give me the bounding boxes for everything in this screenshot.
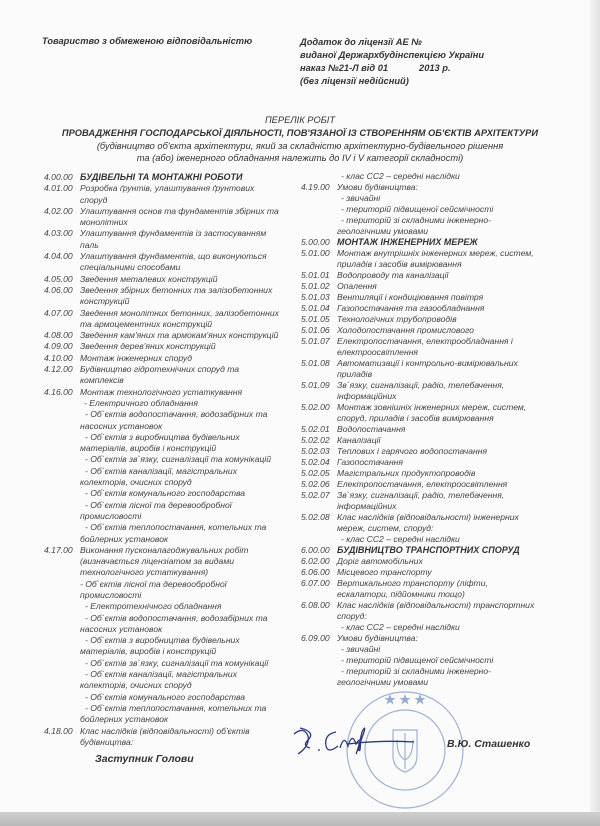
work-description: Зведення кам'яних та армокам'яних конструкцій	[80, 330, 279, 341]
work-item	[44, 172, 294, 183]
work-code: 5.01.08	[301, 358, 330, 368]
work-description: - Електротехнічного обладнання	[85, 601, 222, 612]
work-description: геологічними умовами	[337, 677, 429, 687]
work-item-line	[301, 534, 589, 545]
work-description: насосних установок	[80, 420, 163, 431]
work-item-line	[44, 443, 294, 454]
company-name: Товариство з обмеженою відповідальністю	[42, 36, 253, 46]
work-description: МОНТАЖ ІНЖЕНЕРНИХ МЕРЕЖ	[337, 237, 478, 247]
work-code: 6.06.00	[301, 567, 330, 577]
work-item-line	[44, 692, 294, 703]
work-code: 4.08.00	[44, 330, 73, 341]
work-item	[44, 183, 294, 194]
work-description: - Об`єктів водопостачання, водозабірних та	[85, 612, 268, 623]
work-item-line	[44, 646, 294, 657]
work-description: та армоцементних конструкцій	[80, 318, 213, 329]
work-item-line	[301, 226, 589, 237]
work-item	[301, 314, 589, 325]
work-code: 4.03.00	[44, 228, 73, 239]
work-code: 5.01.09	[301, 380, 330, 390]
work-code: 4.18.00	[44, 725, 73, 736]
work-description: Умови будівництва:	[337, 633, 418, 643]
work-description: Теплових і гарячого водопостачання	[337, 446, 488, 456]
work-item	[44, 251, 294, 262]
work-item-line	[44, 262, 294, 273]
work-item	[301, 237, 589, 248]
work-description: споруд	[80, 194, 108, 205]
work-description: Магістральних продуктопроводів	[337, 468, 476, 478]
work-item-line	[44, 624, 294, 635]
work-description: - звичайні	[341, 193, 381, 203]
work-item	[301, 490, 589, 501]
work-item-line	[44, 613, 294, 624]
work-item	[301, 435, 589, 446]
work-code: 6.02.00	[301, 556, 330, 566]
work-description: приладів	[337, 369, 373, 379]
work-description: монолітних	[80, 217, 128, 228]
work-item-line	[44, 454, 294, 465]
work-description: будівництва:	[80, 736, 134, 747]
work-item	[301, 292, 589, 303]
work-code: 4.17.00	[44, 544, 73, 555]
work-description: - звичайні	[341, 644, 381, 654]
work-description: Газопостачання та газообладнання	[337, 303, 485, 313]
work-code: 4.16.00	[44, 386, 73, 397]
work-item-line	[301, 677, 589, 688]
work-description: - Об`єктів з виробництва будівельних	[85, 635, 240, 646]
work-item-line	[44, 375, 294, 386]
work-code: 5.02.02	[301, 435, 330, 445]
work-description: матеріалів, виробів і конструкцій	[80, 443, 217, 454]
work-item-line	[301, 666, 589, 677]
work-description: - територій підвищеної сейсмічності	[341, 655, 494, 665]
work-description: - Електричного обладнання	[84, 397, 199, 408]
work-description: - Об`єктів лісної та деревообробної	[85, 499, 232, 510]
annex-line: наказ №21-Л від 01 2013 р.	[300, 63, 451, 73]
work-item	[301, 479, 589, 490]
work-description: Зведення дерев'яних конструкцій	[80, 341, 216, 352]
work-item-line	[301, 655, 589, 666]
work-code: 5.01.04	[301, 303, 330, 313]
work-item-line	[44, 432, 294, 443]
work-item-line	[44, 567, 294, 578]
stamp-stars	[385, 694, 426, 705]
work-item	[301, 578, 589, 589]
work-description: Монтаж технологічного устаткування	[80, 386, 243, 397]
work-code: 4.09.00	[44, 341, 73, 352]
work-description: Водопроводу та каналізації	[337, 270, 449, 280]
work-code: 5.01.02	[301, 281, 330, 291]
work-description: Місцевого транспорту	[337, 567, 432, 577]
work-description: Каналізації	[337, 435, 381, 445]
work-item-line	[301, 413, 589, 424]
work-item	[44, 726, 294, 737]
title-line: та (або) іженерного обладнання належить до IV і V категорії складності)	[136, 153, 464, 164]
work-item	[301, 567, 589, 578]
work-item	[301, 446, 589, 457]
work-description: Холодопостачання промислового	[337, 325, 474, 335]
work-item-line	[44, 240, 294, 251]
work-item-line	[301, 193, 589, 204]
work-description: - територій зі складними інженерно-	[341, 215, 492, 225]
work-description: ескалатори, підйомники тощо)	[337, 589, 465, 599]
work-code: 5.01.05	[301, 314, 330, 324]
work-description: - клас СС2 – середні наслідки	[341, 171, 460, 181]
document-title	[0, 114, 600, 165]
work-description: Зв`язку, сигналізації, радіо, телебачення,	[337, 380, 505, 390]
work-description: Зведення монолітних бетонних, залізобетонних	[80, 307, 279, 318]
work-description: - Об`єктів зв`язку, сигналізації та комунікації	[85, 657, 269, 668]
work-description: Зведення збірних бетонних та залізобетонних	[80, 284, 273, 295]
work-item	[301, 336, 589, 347]
work-item-line	[301, 171, 589, 182]
work-item	[44, 387, 294, 398]
work-item	[301, 600, 589, 611]
work-item-line	[44, 590, 294, 601]
work-code: 5.02.00	[301, 402, 330, 412]
work-item-line	[44, 556, 294, 567]
work-description: Улаштування основ та фундаментів збірних та	[80, 205, 279, 216]
work-description: Автоматизації і контрольно-вимірювальних	[337, 358, 518, 368]
work-item-line	[44, 534, 294, 545]
work-code: 4.02.00	[44, 205, 73, 216]
work-description: геологічними умовами	[337, 226, 429, 236]
work-description: (визначається ліцензіатом за видами	[80, 556, 235, 567]
work-description: споруд, приладів і засобів вимірювання	[337, 413, 494, 423]
work-item-line	[44, 522, 294, 533]
work-item	[301, 512, 589, 523]
work-description: бойлерних установок	[80, 533, 169, 544]
work-item	[301, 457, 589, 468]
work-description: Монтаж внутрішніх інженерних мереж, систем,	[337, 248, 534, 258]
signatory-position: Заступник Голови	[95, 753, 194, 765]
work-code: 4.12.00	[44, 364, 73, 375]
annex-line: (без ліцензії недійсний)	[300, 76, 409, 86]
signatory-name: В.Ю. Сташенко	[447, 738, 531, 750]
work-description: споруд:	[337, 611, 367, 621]
work-item-line	[44, 421, 294, 432]
work-code: 5.01.07	[301, 336, 330, 346]
work-code: 5.01.03	[301, 292, 330, 302]
work-description: - Об`єктів з виробництва будівельних	[85, 431, 240, 442]
work-item-line	[301, 391, 589, 402]
work-item-line	[44, 477, 294, 488]
work-item-line	[301, 622, 589, 633]
work-description: конструкцій	[80, 296, 130, 307]
work-item	[301, 281, 589, 292]
work-code: 5.02.07	[301, 490, 330, 500]
work-code: 6.00.00	[301, 545, 330, 555]
work-description: комплексів	[80, 375, 124, 386]
work-description: Технологічних трубопроводів	[337, 314, 457, 324]
work-code: 5.02.05	[301, 468, 330, 478]
work-description: матеріалів, виробів і конструкцій	[80, 646, 217, 657]
title-line: (будівництво об'єкта архітектури, який за складністю архітектурно-будівельного рішення	[96, 140, 504, 151]
work-description: бойлерних установок	[80, 714, 169, 725]
works-list-right	[301, 171, 589, 688]
work-item	[44, 206, 294, 217]
work-item-line	[44, 488, 294, 499]
work-description: Улаштування фундаментів, що виконуються	[80, 251, 267, 262]
work-item-line	[301, 501, 589, 512]
work-description: - Об`єктів водопостачання, водозабірних та	[85, 409, 268, 420]
work-code: 5.02.01	[301, 424, 330, 434]
work-item	[301, 303, 589, 314]
work-description: приладів і засобів вимірювання	[337, 259, 462, 269]
work-description: інформаційних	[337, 391, 397, 401]
work-item	[301, 380, 589, 391]
scan-edge-bottom	[0, 812, 600, 826]
work-description: Будівництво гідротехнічних споруд та	[80, 364, 240, 375]
work-code: 5.01.01	[301, 270, 330, 280]
work-description: Клас наслідків (відповідальності) інженерних	[337, 512, 519, 522]
annex-line: виданої Держархбудінспекцією України	[300, 50, 485, 60]
work-item-line	[44, 500, 294, 511]
work-item	[301, 556, 589, 567]
work-description: Клас наслідків (відповідальності) об'єктів	[80, 725, 250, 736]
work-description: - Об`єктів комунального господарства	[85, 691, 246, 702]
work-code: 4.07.00	[44, 307, 73, 318]
work-item-line	[301, 589, 589, 600]
work-item-line	[44, 703, 294, 714]
work-description: Вертикального транспорту (ліфти,	[337, 578, 488, 588]
work-description: промисловості	[80, 510, 142, 521]
work-description: - територій підвищеної сейсмічності	[341, 204, 494, 214]
work-description: Монтаж інженерних споруд	[80, 352, 192, 363]
work-item	[301, 424, 589, 435]
work-item-line	[301, 369, 589, 380]
works-list-left	[44, 172, 294, 748]
work-item-line	[301, 523, 589, 534]
work-item-line	[301, 215, 589, 226]
work-description: - Об`єктів теплопостачання, котельних та	[85, 522, 267, 533]
work-description: Монтаж зовнішніх інженерних мереж, систем,	[337, 402, 527, 412]
work-description: Умови будівництва:	[337, 182, 418, 192]
work-description: Зв`язку, сигналізації, радіо, телебачення,	[337, 490, 505, 500]
work-description: БУДІВЕЛЬНІ ТА МОНТАЖНІ РОБОТИ	[80, 172, 243, 182]
work-code: 5.00.00	[301, 237, 330, 247]
license-annex	[300, 36, 484, 88]
work-code: 4.10.00	[44, 352, 73, 363]
annex-line: Додаток до ліцензії АЕ №	[300, 37, 422, 47]
work-item	[44, 341, 294, 352]
work-description: - Об`єктів лісної та деревообробної	[80, 578, 227, 589]
work-code: 5.02.04	[301, 457, 330, 467]
work-item-line	[301, 204, 589, 215]
work-code: 4.06.00	[44, 284, 73, 295]
work-item-line	[44, 658, 294, 669]
work-description: Виконання пусконалагоджувальних робіт	[80, 544, 249, 555]
work-description: електроосвітлення	[337, 347, 419, 357]
work-item-line	[44, 511, 294, 522]
work-description: Улаштування фундаментів із застосуванням	[80, 228, 267, 239]
work-item	[301, 545, 589, 556]
work-description: насосних установок	[80, 623, 163, 634]
work-item	[301, 270, 589, 281]
work-code: 5.01.00	[301, 248, 330, 258]
work-code: 6.07.00	[301, 578, 330, 588]
work-description: Зведення металевих конструкцій	[80, 273, 218, 284]
work-description: - Об`єктів каналізації, магістральних	[85, 465, 237, 476]
work-item-line	[44, 398, 294, 409]
work-description: - територій зі складними інженерно-	[341, 666, 492, 676]
work-description: - Об`єктів теплопостачання, котельних та	[85, 702, 267, 713]
work-description: Вентиляції і кондиціювання повітря	[337, 292, 484, 302]
work-code: 4.19.00	[301, 182, 330, 192]
work-description: - Об`єктів зв`язку, сигналізації та комунікацій	[85, 454, 271, 465]
work-item-line	[301, 644, 589, 655]
work-description: колекторів, очисних споруд	[80, 680, 192, 691]
work-code: 4.04.00	[44, 251, 73, 262]
work-item-line	[44, 601, 294, 612]
work-description: Водопостачання	[337, 424, 406, 434]
work-description: Газопостачання	[337, 457, 404, 467]
work-code: 4.05.00	[44, 273, 73, 284]
work-item-line	[44, 635, 294, 646]
work-description: Розробка ґрунтів, улаштування ґрунтових	[80, 183, 255, 194]
work-item-line	[44, 195, 294, 206]
work-description: мереж, систем, споруд:	[337, 523, 434, 533]
work-item	[44, 274, 294, 285]
work-item	[44, 364, 294, 375]
work-item	[301, 248, 589, 259]
work-item	[44, 353, 294, 364]
work-item-line	[44, 680, 294, 691]
work-item-line	[44, 579, 294, 590]
handwritten-signature	[288, 720, 418, 760]
work-item	[301, 468, 589, 479]
work-code: 4.01.00	[44, 183, 73, 194]
work-description: Доріг автомобільних	[337, 556, 423, 566]
work-item-line	[44, 409, 294, 420]
work-code: 6.09.00	[301, 633, 330, 643]
work-item-line	[44, 217, 294, 228]
work-description: технологічного устаткування)	[80, 567, 209, 578]
work-description: - Об`єктів каналізації, магістральних	[85, 669, 237, 680]
work-description: - Об`єктів комунального господарства	[85, 488, 246, 499]
work-code: 5.02.03	[301, 446, 330, 456]
work-item-line	[44, 737, 294, 748]
work-item	[44, 308, 294, 319]
work-code: 6.08.00	[301, 600, 330, 610]
work-description: Клас наслідків (відповідальності) транспортних	[337, 600, 535, 610]
work-item	[44, 330, 294, 341]
work-description: Електропостачання, електрообладнання і	[337, 336, 513, 346]
work-item-line	[301, 259, 589, 270]
work-code: 5.02.06	[301, 479, 330, 489]
work-description: Електропостачання, електроосвітлення	[337, 479, 508, 489]
work-item	[301, 358, 589, 369]
work-item-line	[301, 611, 589, 622]
title-line: ПЕРЕЛІК РОБІТ	[264, 115, 336, 125]
work-description: - клас СС2 – середні наслідки	[341, 534, 460, 544]
work-item-line	[301, 347, 589, 358]
work-description: інформаційних	[337, 501, 397, 511]
work-description: Опалення	[337, 281, 377, 291]
work-description: БУДІВНИЦТВО ТРАНСПОРТНИХ СПОРУД	[337, 545, 520, 555]
work-item-line	[44, 296, 294, 307]
work-item-line	[44, 714, 294, 725]
work-item-line	[44, 669, 294, 680]
work-item	[44, 228, 294, 239]
work-item	[301, 402, 589, 413]
work-item	[44, 545, 294, 556]
work-item	[44, 285, 294, 296]
work-description: колекторів, очисних споруд	[80, 477, 192, 488]
work-item-line	[44, 466, 294, 477]
work-description: спеціальними способами	[80, 262, 181, 273]
work-item	[301, 182, 589, 193]
work-description: паль	[80, 239, 99, 250]
work-item-line	[44, 319, 294, 330]
work-description: промисловості	[80, 589, 142, 600]
work-item	[301, 633, 589, 644]
title-line: ПРОВАДЖЕННЯ ГОСПОДАРСЬКОЇ ДІЯЛЬНОСТІ, ПОВ'ЯЗАНОЇ ІЗ СТВОРЕННЯМ ОБ'ЄКТІВ АРХІТЕКТУРИ	[61, 127, 539, 138]
work-code: 4.00.00	[44, 172, 73, 182]
work-code: 5.02.08	[301, 512, 330, 522]
work-item	[301, 325, 589, 336]
work-description: - клас СС2 – середні наслідки	[341, 622, 460, 632]
work-code: 5.01.06	[301, 325, 330, 335]
